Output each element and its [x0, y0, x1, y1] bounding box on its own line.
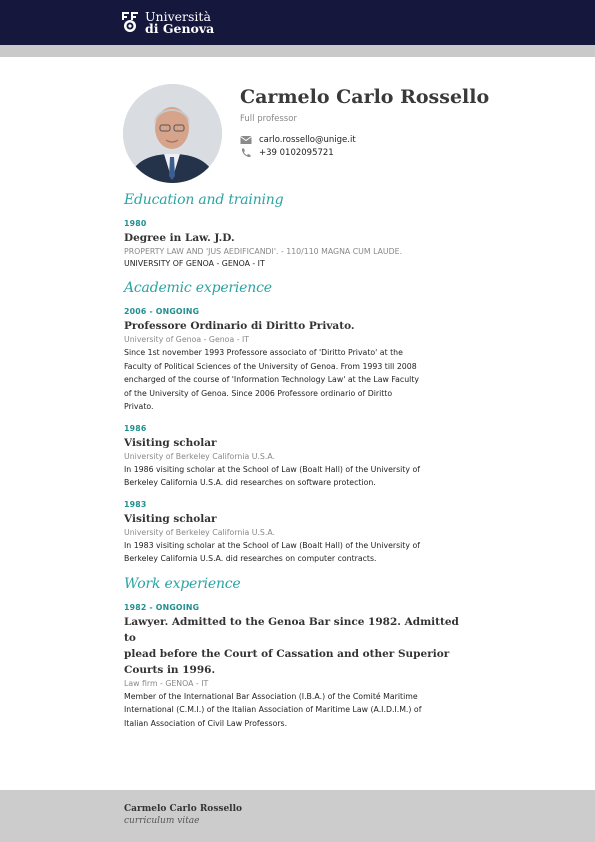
avatar [123, 84, 222, 183]
description-line: Member of the International Bar Association (I.B.A.) of the Comité Maritime [124, 691, 418, 701]
description-line: Privato. [124, 402, 154, 411]
profile-role: Full professor [240, 114, 297, 124]
phone-row[interactable] [240, 148, 334, 158]
description-line: International (C.M.I.) of the Italian Association of Maritime Law (A.I.D.I.M.) of [124, 705, 422, 714]
entry-description [124, 463, 474, 490]
phone-number: +39 0102095721 [259, 148, 334, 158]
title-line: plead before the Court of Cassation and other Superior [124, 647, 450, 660]
academic-entry [124, 424, 474, 490]
section-title-work: Work experience [124, 575, 241, 592]
entry-title: Visiting scholar [124, 512, 217, 525]
griffin-crest-icon [121, 11, 139, 33]
entry-date: 1980 [124, 219, 147, 228]
entry-location: UNIVERSITY OF GENOA - GENOA - IT [124, 259, 265, 268]
entry-title: Visiting scholar [124, 436, 217, 449]
email-link[interactable]: carlo.rossello@unige.it [259, 135, 356, 145]
entry-date: 1982 - ONGOING [124, 602, 200, 612]
entry-date: 2006 - ONGOING [124, 307, 200, 316]
profile-name: Carmelo Carlo Rossello [240, 86, 490, 108]
work-entry [124, 603, 474, 731]
work-section [124, 576, 474, 731]
university-logo[interactable] [121, 11, 214, 35]
academic-entry [124, 307, 474, 414]
entry-description [124, 539, 474, 566]
academic-section [124, 280, 474, 566]
logo-wordmark [145, 11, 214, 35]
entry-title [124, 614, 474, 678]
description-line: Berkeley California U.S.A. did researches on software protection. [124, 478, 376, 487]
description-line: In 1986 visiting scholar at the School of Law (Boalt Hall) of the University of [124, 464, 420, 474]
entry-organization: University of Berkeley California U.S.A. [124, 451, 276, 461]
cv-content [124, 192, 474, 740]
description-line: Italian Association of Civil Law Professors. [124, 718, 288, 728]
entry-title: Professore Ordinario di Diritto Privato. [124, 320, 355, 332]
footer-name: Carmelo Carlo Rossello [124, 804, 243, 814]
entry-organization: Law firm - GENOA - IT [124, 678, 209, 688]
description-line: of the University of Genoa. Since 2006 Professore ordinario of Diritto [124, 388, 393, 398]
portrait-photo [123, 84, 222, 183]
page-footer [0, 790, 595, 842]
footer-subtitle: curriculum vitae [124, 816, 200, 826]
entry-date: 1986 [124, 423, 147, 433]
header-divider [0, 45, 595, 57]
title-line: Lawyer. Admitted to the Genoa Bar since 1982. Admitted to [124, 615, 459, 644]
description-line: In 1983 visiting scholar at the School of Law (Boalt Hall) of the University of [124, 540, 420, 550]
description-line: Since 1st november 1993 Professore associato of 'Diritto Privato' at the [124, 348, 403, 357]
logo-line-2: di Genova [145, 21, 215, 36]
entry-title: Degree in Law. J.D. [124, 232, 235, 244]
phone-icon [240, 148, 252, 158]
entry-organization: University of Berkeley California U.S.A. [124, 527, 276, 537]
entry-date: 1983 [124, 499, 147, 509]
top-bar [0, 0, 595, 45]
logo-line-1: Università [145, 9, 211, 24]
description-line: encharged of the course of 'Information Technology Law' at the Law Faculty [124, 375, 419, 384]
education-section [124, 192, 474, 270]
entry-description [124, 690, 474, 731]
education-entry [124, 219, 474, 270]
title-line: Courts in 1996. [124, 663, 216, 676]
description-line: Faculty of Political Sciences of the University of Genoa. From 1993 till 2008 [124, 361, 417, 371]
section-title-education: Education and training [124, 192, 284, 208]
envelope-icon [240, 135, 252, 145]
entry-organization: PROPERTY LAW AND 'JUS AEDIFICANDI'. - 110/110 MAGNA CUM LAUDE. [124, 247, 403, 256]
description-line: Berkeley California U.S.A. did researches on computer contracts. [124, 554, 377, 563]
email-row[interactable] [240, 135, 356, 145]
entry-organization: University of Genoa - Genoa - IT [124, 335, 250, 344]
section-title-academic: Academic experience [124, 280, 272, 296]
academic-entry [124, 500, 474, 566]
entry-description [124, 346, 474, 414]
